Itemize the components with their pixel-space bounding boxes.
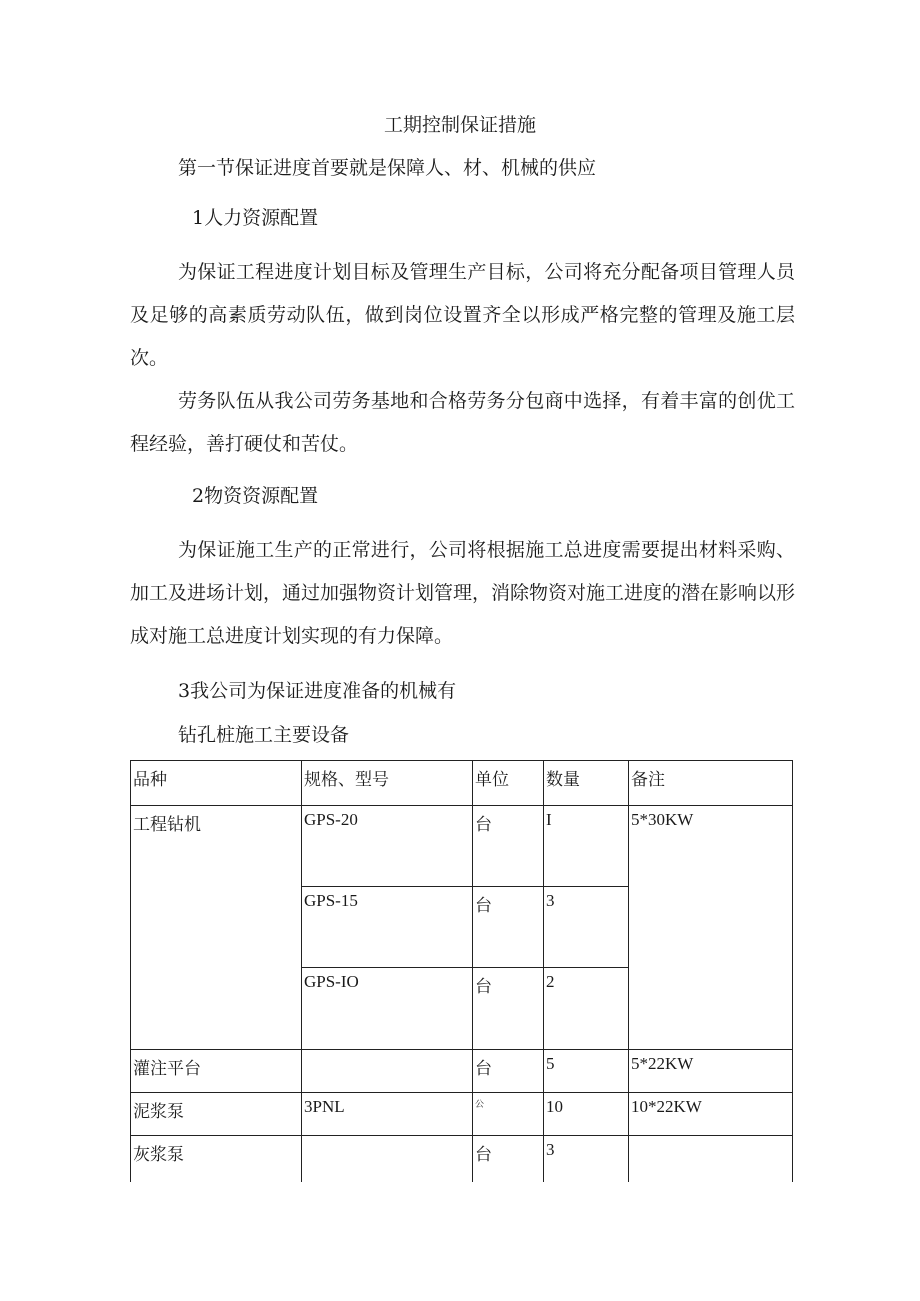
table-cell-spec: GPS-15 — [302, 887, 473, 968]
table-cell-spec — [302, 1136, 473, 1182]
table-cell-note — [629, 1136, 793, 1182]
table-cell-variety: 灰浆泵 — [131, 1136, 302, 1182]
table-cell-spec — [302, 1050, 473, 1093]
table-cell-variety: 泥浆泵 — [131, 1093, 302, 1136]
section-heading: 第一节保证进度首要就是保障人、材、机械的供应 — [178, 157, 597, 179]
header-cell-unit: 单位 — [473, 761, 544, 806]
subheading-human-resources: 1人力资源配置 — [192, 207, 319, 229]
paragraph-labor-teams: 劳务队伍从我公司劳务基地和合格劳务分包商中选择，有着丰富的创优工程经验，善打硬仗和苦仗。 — [130, 390, 795, 455]
subheading-machinery: 3我公司为保证进度准备的机械有 — [178, 680, 457, 702]
table-cell-unit: 台 — [473, 1136, 544, 1182]
table-cell-unit: 台 — [473, 1050, 544, 1093]
header-cell-variety: 品种 — [131, 761, 302, 806]
table-cell-note: 5*22KW — [629, 1050, 793, 1093]
table-cell-unit: 台 — [473, 806, 544, 887]
table-cell-qty: 10 — [544, 1093, 629, 1136]
table-cell-note: 10*22KW — [629, 1093, 793, 1136]
table-header-row — [131, 761, 793, 806]
table-cell-qty: 5 — [544, 1050, 629, 1093]
table-row — [131, 1136, 793, 1182]
table-cell-unit: 公 — [473, 1093, 544, 1136]
table-cell-unit: 台 — [473, 887, 544, 968]
table-cell-variety: 灌注平台 — [131, 1050, 302, 1093]
table-cell-qty: I — [544, 806, 629, 887]
table-cell-variety: 工程钻机 — [131, 806, 302, 1050]
table-cell-qty: 3 — [544, 887, 629, 968]
paragraph-human-resources: 为保证工程进度计划目标及管理生产目标，公司将充分配备项目管理人员及足够的高素质劳动队伍，做到岗位设置齐全以形成严格完整的管理及施工层次。 — [130, 261, 795, 369]
header-cell-note: 备注 — [629, 761, 793, 806]
table-cell-unit: 台 — [473, 968, 544, 1050]
table-row — [131, 806, 793, 887]
paragraph-material-resources: 为保证施工生产的正常进行，公司将根据施工总进度需要提出材料采购、加工及进场计划，通过加强物资计划管理，消除物资对施工进度的潜在影响以形成对施工总进度计划实现的有力保障。 — [130, 539, 796, 647]
table-cell-qty: 3 — [544, 1136, 629, 1182]
table-cell-spec: GPS-20 — [302, 806, 473, 887]
page-title: 工期控制保证措施 — [383, 114, 536, 136]
header-cell-spec: 规格、型号 — [302, 761, 473, 806]
header-cell-qty: 数量 — [544, 761, 629, 806]
subheading-material-resources: 2物资资源配置 — [192, 485, 319, 507]
equipment-table — [130, 760, 793, 1182]
table-caption: 钻孔桩施工主要设备 — [178, 724, 350, 746]
table-cell-spec: GPS-IO — [302, 968, 473, 1050]
table-cell-spec: 3PNL — [302, 1093, 473, 1136]
table-row — [131, 1050, 793, 1093]
table-cell-note: 5*30KW — [629, 806, 793, 1050]
table-cell-qty: 2 — [544, 968, 629, 1050]
table-row — [131, 1093, 793, 1136]
